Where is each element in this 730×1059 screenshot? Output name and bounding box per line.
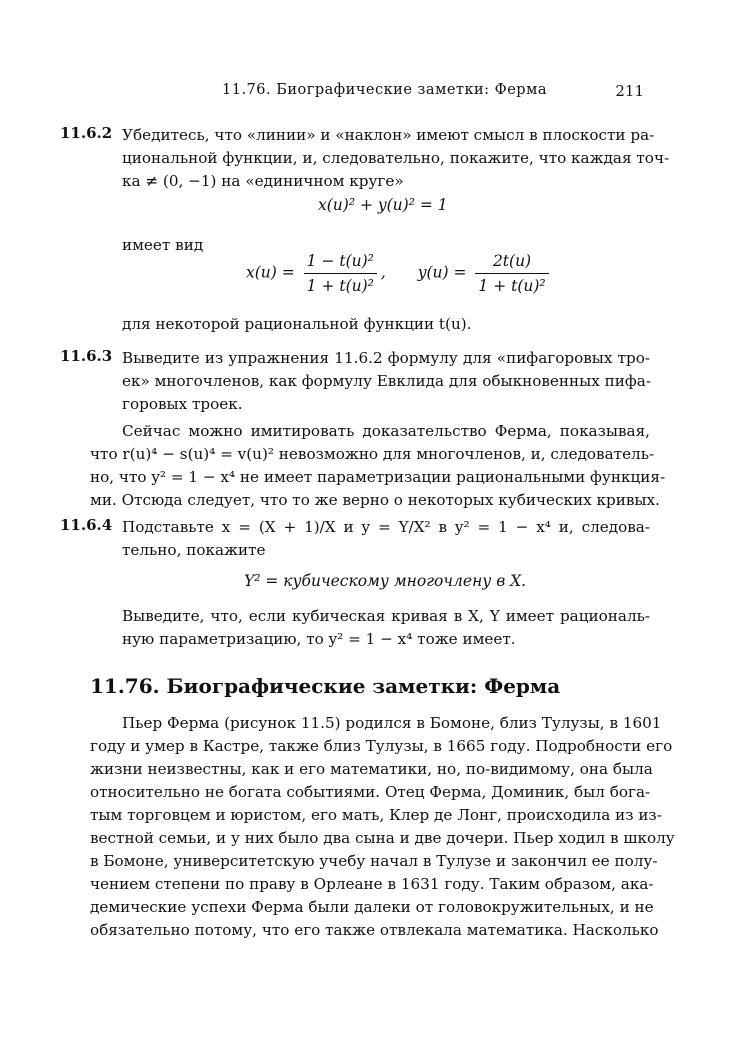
text-line: что r(u)⁴ − s(u)⁴ = v(u)² невозможно для многочленов, и, следователь-: [90, 445, 655, 463]
running-head: [90, 82, 650, 104]
text-line: Подставьте x = (X + 1)/X и y = Y/X² в y² = 1 − x⁴ и, следова-: [122, 518, 650, 536]
text-line: Сейчас можно имитировать доказательство Ферма, показывая,: [122, 422, 650, 440]
formula-comma: ,: [380, 263, 386, 282]
text-line: тельно, покажите: [122, 541, 266, 559]
section-body: [90, 712, 675, 942]
exercise-11-6-4-conclusion: [122, 605, 650, 651]
text-line: обязательно потому, что его также отвлекала математика. Насколько: [90, 921, 659, 939]
x-fraction: [304, 252, 377, 295]
text-line: ную параметризацию, то y² = 1 − x⁴ тоже имеет.: [122, 630, 516, 648]
text-line: циональной функции, и, следовательно, покажите, что каждая точ-: [122, 149, 670, 167]
x-lhs: x(u) =: [246, 263, 295, 282]
text-line: Выведите, что, если кубическая кривая в X, Y имеет рациональ-: [122, 607, 650, 625]
section-title: 11.76. Биографические заметки: Ферма: [90, 674, 561, 698]
y-denominator: 1 + t(u)²: [478, 277, 546, 295]
text-line: чением степени по праву в Орлеане в 1631 году. Таким образом, ака-: [90, 875, 654, 893]
text-line: демические успехи Ферма были далеки от головокружительных, и не: [90, 898, 654, 916]
text-line: ми. Отсюда следует, что то же верно о некоторых кубических кривых.: [90, 491, 660, 509]
exercise-number: 11.6.2: [60, 124, 113, 142]
y-fraction: [475, 252, 548, 295]
text-line: горовых троек.: [122, 395, 243, 413]
y-numerator: 2t(u): [475, 252, 548, 274]
text-line: жизни неизвестны, как и его математики, но, по-видимому, она была: [90, 760, 653, 778]
text-line: но, что y² = 1 − x⁴ не имеет параметризации рациональными функция-: [90, 468, 666, 486]
paragraph-fermat-proof: [90, 420, 666, 512]
text-line: Убедитесь, что «линии» и «наклон» имеют смысл в плоскости ра-: [122, 126, 655, 144]
parametrization-formula: [246, 252, 553, 295]
page-number: 211: [615, 82, 644, 100]
text-line: Выведите из упражнения 11.6.2 формулу для «пифагоровых тро-: [122, 349, 650, 367]
text-line: году и умер в Кастре, также близ Тулузы, в 1665 году. Подробности его: [90, 737, 673, 755]
exercise-number: 11.6.4: [60, 516, 113, 534]
text-line: имеет вид: [122, 236, 204, 254]
text-line: относительно не богата событиями. Отец Ферма, Доминик, был бога-: [90, 783, 651, 801]
text-line: тым торговцем и юристом, его мать, Клер де Лонг, происходила из из-: [90, 806, 662, 824]
text-line: ка ≠ (0, −1) на «единичном круге»: [122, 172, 404, 190]
text-line: в Бомоне, университетскую учебу начал в Тулузе и закончил ее полу-: [90, 852, 658, 870]
exercise-number: 11.6.3: [60, 347, 113, 365]
x-numerator: 1 − t(u)²: [304, 252, 377, 274]
text-line: ек» многочленов, как формулу Евклида для обыкновенных пифа-: [122, 372, 651, 390]
x-denominator: 1 + t(u)²: [306, 277, 374, 295]
text-line: Пьер Ферма (рисунок 11.5) родился в Бомоне, близ Тулузы, в 1601: [122, 714, 662, 732]
running-head-title: 11.76. Биографические заметки: Ферма: [222, 82, 547, 98]
text-line: вестной семьи, и у них было два сына и две дочери. Пьер ходил в школу: [90, 829, 675, 847]
text-line: для некоторой рациональной функции t(u).: [122, 315, 472, 333]
unit-circle-formula: x(u)² + y(u)² = 1: [318, 196, 448, 214]
cubic-formula: Y² = кубическому многочлену в X.: [244, 572, 527, 590]
y-lhs: y(u) =: [417, 263, 467, 282]
